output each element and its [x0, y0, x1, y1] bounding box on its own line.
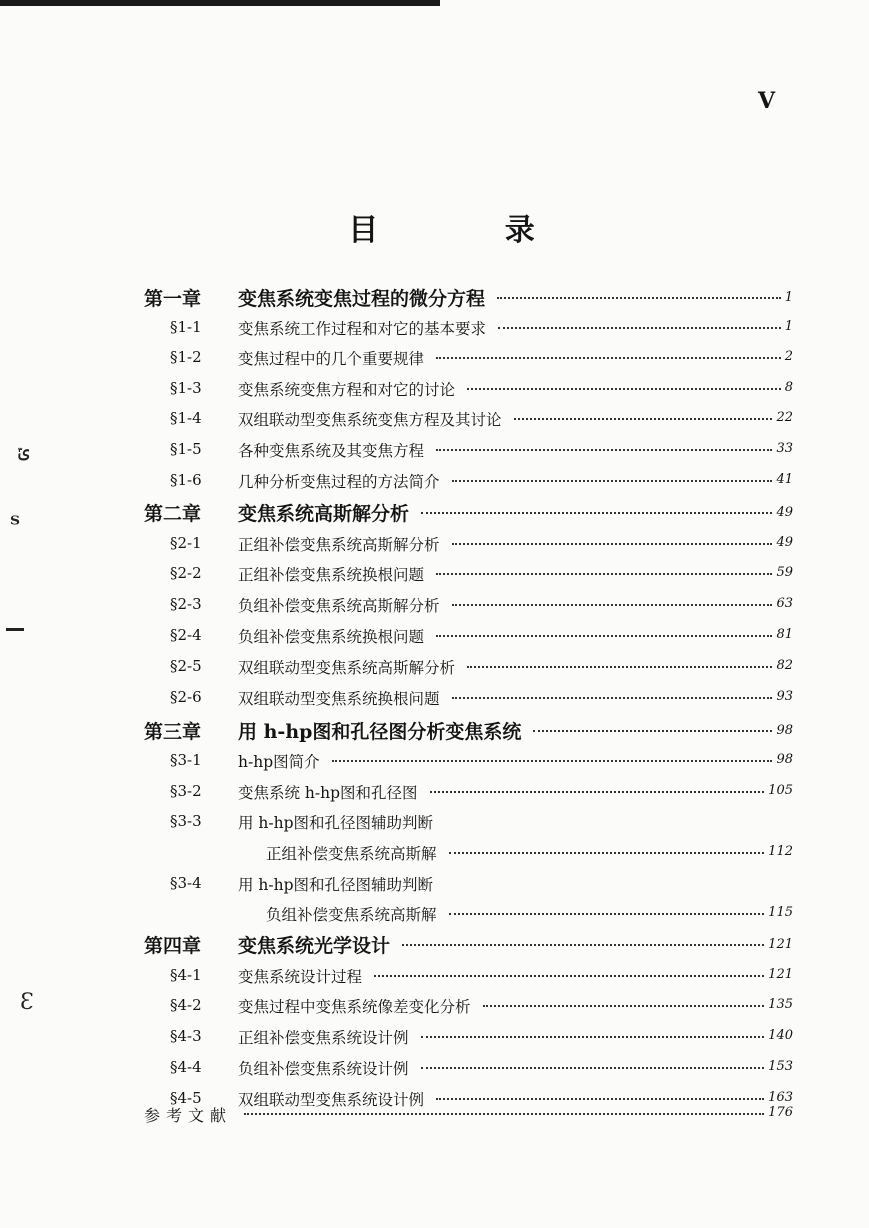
scan-speck-mark: Ɛ: [20, 990, 34, 1015]
dot-leader: [421, 512, 772, 514]
dot-leader: [436, 635, 772, 637]
page-ref: 98: [776, 752, 793, 767]
section-label: §2-4: [170, 626, 202, 644]
toc-entry: [0, 466, 869, 494]
dot-leader: [436, 449, 772, 451]
section-title: 变焦过程中的几个重要规律: [238, 350, 425, 368]
page-ref: 115: [768, 905, 793, 920]
section-label: §1-6: [170, 471, 202, 489]
section-label: §1-1: [170, 318, 202, 336]
toc-entry: [0, 683, 869, 711]
section-label: §2-1: [170, 534, 202, 552]
toc-entry: [0, 1099, 869, 1127]
section-title: 正组补偿变焦系统设计例: [238, 1029, 409, 1047]
section-label: §3-4: [170, 874, 202, 892]
section-label: §2-2: [170, 564, 202, 582]
page-ref: 1: [784, 319, 793, 334]
section-label: §4-3: [170, 1027, 202, 1045]
section-title: 双组联动型变焦系统变焦方程及其讨论: [238, 411, 502, 429]
section-label: §2-5: [170, 657, 202, 675]
section-label: §1-3: [170, 379, 202, 397]
chapter-label: 第二章: [144, 503, 202, 525]
section-label: §3-1: [170, 751, 202, 769]
section-title: 各种变焦系统及其变焦方程: [238, 442, 425, 460]
page-ref: 2: [784, 349, 793, 364]
dot-leader: [483, 1005, 765, 1007]
toc-entry: [0, 838, 869, 866]
page-ref: 135: [768, 997, 793, 1012]
section-title: 正组补偿变焦系统换根问题: [238, 566, 425, 584]
page-ref: 8: [784, 380, 793, 395]
references-title: 参考文献: [144, 1106, 233, 1125]
section-title: 双组联动型变焦系统换根问题: [238, 690, 440, 708]
toc-entry: [0, 869, 869, 897]
toc-entry: [0, 313, 869, 341]
section-title: 双组联动型变焦系统高斯解分析: [238, 659, 456, 677]
section-title: 正组补偿变焦系统高斯解分析: [238, 536, 440, 554]
scan-speck-mark: ᵀ: [10, 512, 21, 538]
page-ref: 49: [776, 535, 793, 550]
toc-entry: [0, 282, 869, 310]
dot-leader: [436, 573, 772, 575]
section-label: §3-3: [170, 812, 202, 830]
page-number: V: [758, 88, 776, 114]
section-title: 用 h-hp图和孔径图辅助判断: [238, 876, 434, 894]
section-label: §1-4: [170, 409, 202, 427]
section-title: 变焦系统设计过程: [238, 968, 363, 986]
section-title: h-hp图简介: [238, 753, 320, 771]
section-label: §3-2: [170, 782, 202, 800]
dot-leader: [452, 697, 773, 699]
toc-entry: [0, 374, 869, 402]
page-ref: 176: [768, 1105, 793, 1120]
section-title: 变焦系统 h-hp图和孔径图: [238, 784, 418, 802]
dot-leader: [467, 666, 772, 668]
dot-leader: [449, 913, 765, 915]
section-title: 负组补偿变焦系统设计例: [238, 1060, 409, 1078]
toc-entry: [0, 777, 869, 805]
chapter-label: 第一章: [144, 288, 202, 310]
dot-leader: [332, 760, 773, 762]
dot-leader: [374, 975, 764, 977]
chapter-title: 变焦系统变焦过程的微分方程: [238, 288, 486, 310]
page-ref: 41: [776, 472, 793, 487]
page-ref: 82: [776, 658, 793, 673]
dot-leader: [452, 480, 773, 482]
dot-leader: [244, 1113, 764, 1115]
section-label: §1-2: [170, 348, 202, 366]
page-ref: 22: [776, 410, 793, 425]
toc-entry: [0, 929, 869, 957]
scan-speck-mark: ݶ: [18, 438, 30, 462]
section-title: 变焦过程中变焦系统像差变化分析: [238, 998, 471, 1016]
toc-entry: [0, 559, 869, 587]
section-label: §4-1: [170, 966, 202, 984]
toc-entry: [0, 1022, 869, 1050]
page-ref: 140: [768, 1028, 793, 1043]
page-title: 目 录: [348, 213, 593, 248]
chapter-title: 变焦系统高斯解分析: [238, 503, 410, 525]
toc-entry: [0, 991, 869, 1019]
dot-leader: [421, 1067, 765, 1069]
toc-entry: [0, 497, 869, 525]
page-ref: 63: [776, 596, 793, 611]
page-ref: 163: [768, 1090, 793, 1105]
page-ref: 81: [776, 627, 793, 642]
section-title: 几种分析变焦过程的方法简介: [238, 473, 440, 491]
dot-leader: [533, 730, 772, 732]
page-ref: 59: [776, 565, 793, 580]
dot-leader: [498, 327, 781, 329]
section-title: 负组补偿变焦系统换根问题: [238, 628, 425, 646]
dot-leader: [449, 852, 765, 854]
section-title: 负组补偿变焦系统高斯解分析: [238, 597, 440, 615]
page-ref: 98: [776, 723, 793, 738]
section-label: §2-6: [170, 688, 202, 706]
page-ref: 121: [768, 967, 793, 982]
toc-entry: [0, 746, 869, 774]
section-label: §2-3: [170, 595, 202, 613]
dot-leader: [467, 388, 781, 390]
dot-leader: [452, 604, 773, 606]
page-ref: 33: [776, 441, 793, 456]
dot-leader: [402, 944, 764, 946]
toc-entry: [0, 899, 869, 927]
toc-entry: [0, 343, 869, 371]
page-ref: 49: [776, 505, 793, 520]
chapter-label: 第四章: [144, 935, 202, 957]
dot-leader: [436, 357, 781, 359]
dot-leader: [452, 543, 773, 545]
section-title: 变焦系统变焦方程和对它的讨论: [238, 381, 456, 399]
chapter-label: 第三章: [144, 721, 202, 743]
section-label: §4-2: [170, 996, 202, 1014]
dot-leader: [430, 791, 765, 793]
section-title: 双组联动型变焦系统设计例: [238, 1091, 425, 1109]
dot-leader: [421, 1036, 765, 1038]
toc-entry: [0, 529, 869, 557]
page-ref: 153: [768, 1059, 793, 1074]
page-ref: 93: [776, 689, 793, 704]
page-ref: 112: [768, 844, 793, 859]
section-title: 用 h-hp图和孔径图辅助判断: [238, 814, 434, 832]
section-label: §4-5: [170, 1089, 202, 1107]
toc-entry: [0, 435, 869, 463]
dot-leader: [514, 418, 773, 420]
toc-entry: [0, 652, 869, 680]
page-ref: 105: [768, 783, 793, 798]
toc-entry: [0, 1053, 869, 1081]
section-label: §1-5: [170, 440, 202, 458]
dot-leader: [497, 297, 781, 299]
page-ref: 121: [768, 937, 793, 952]
toc-entry: [0, 807, 869, 835]
chapter-title: 变焦系统光学设计: [238, 935, 391, 957]
section-label: §4-4: [170, 1058, 202, 1076]
toc-entry: [0, 715, 869, 743]
toc-entry: [0, 961, 869, 989]
section-title: 负组补偿变焦系统高斯解: [266, 906, 437, 924]
toc-entry: [0, 404, 869, 432]
page-ref: 1: [784, 290, 793, 305]
toc-entry: [0, 590, 869, 618]
toc-entry: [0, 621, 869, 649]
section-title: 正组补偿变焦系统高斯解: [266, 845, 437, 863]
chapter-title: 用 h-hp图和孔径图分析变焦系统: [238, 721, 522, 743]
section-title: 变焦系统工作过程和对它的基本要求: [238, 320, 487, 338]
